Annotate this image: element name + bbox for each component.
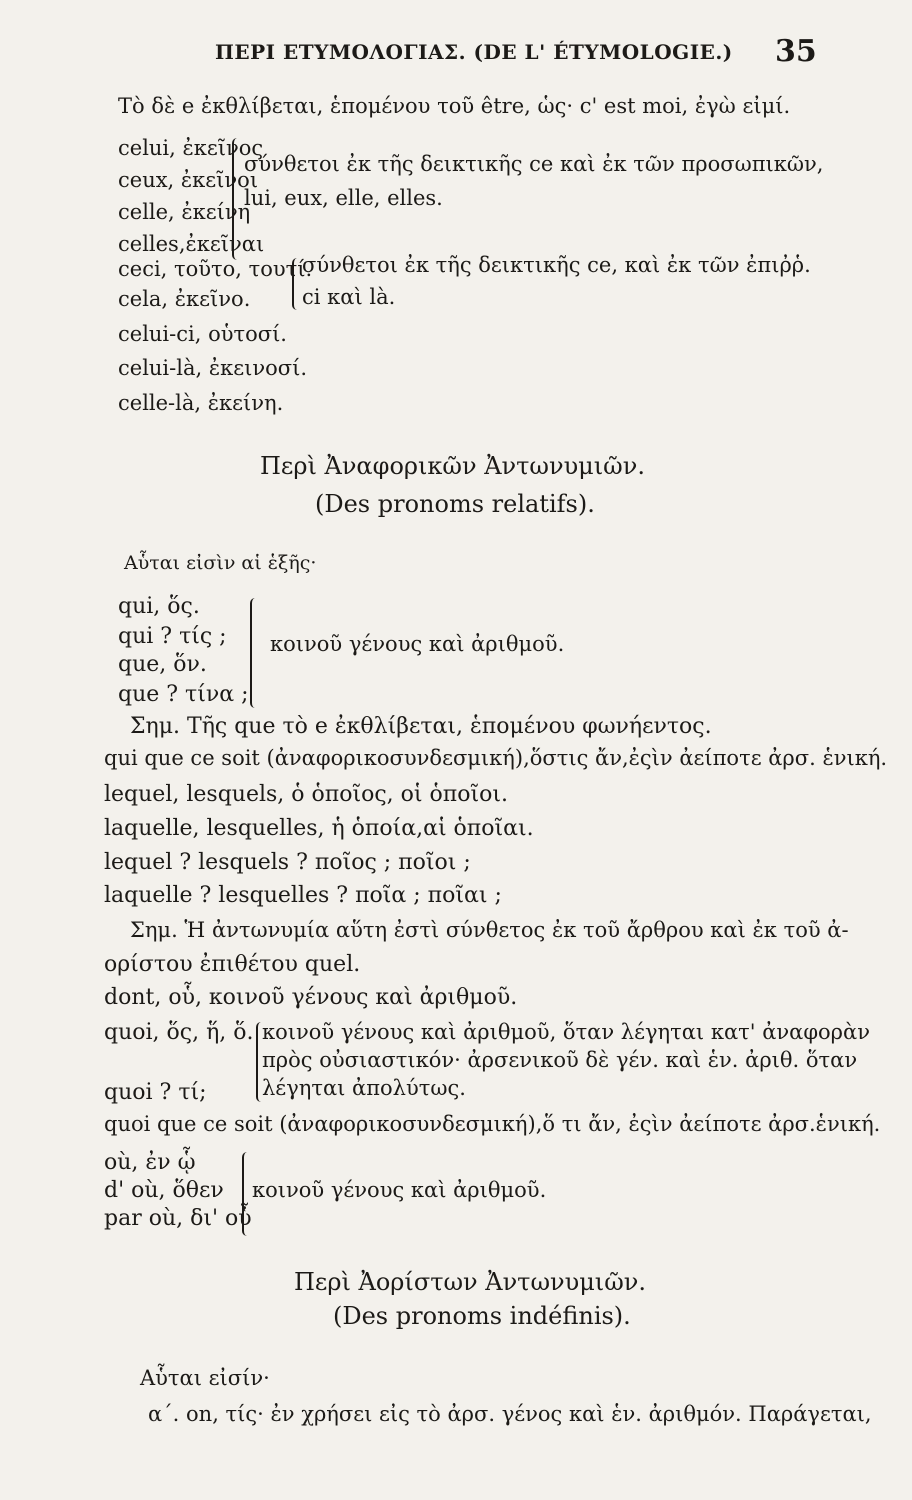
text-line: lequel, lesquels, ὁ ὁποῖος, οἱ ὁποῖοι. [104, 782, 508, 807]
grouping-brace [242, 1152, 252, 1236]
pronoun-item: où, ἐν ᾧ [104, 1150, 196, 1175]
running-header: ΠΕΡΙ ΕΤΥΜΟΛΟΓΙΑΣ. (DE L' ÉTYMOLOGIE.) [215, 40, 733, 64]
section-title-greek: Περὶ Ἀναφορικῶν Ἀντωνυμιῶν. [260, 452, 645, 480]
text-line: lequel ? lesquels ? ποῖος ; ποῖοι ; [104, 850, 471, 875]
demonstrative-item: cela, ἐκεῖνο. [118, 287, 251, 311]
text-line: Σημ. Τῆς que τὸ e ἐκθλίβεται, ἑπομένου φωνήεντος. [130, 714, 712, 739]
intro-line: Τὸ δὲ e ἐκθλίβεται, ἑπομένου τοῦ être, ὡς· c' est moi, ἐγὼ εἰμί. [118, 94, 791, 118]
pronoun-item: quoi ? τί; [104, 1080, 207, 1105]
pronoun-item: que ? τίνα ; [118, 682, 249, 707]
group-note: κοινοῦ γένους καὶ ἀριθμοῦ. [270, 632, 565, 656]
demonstrative-item: celle-là, ἐκείνη. [118, 391, 284, 415]
section-intro: Αὗται εἰσίν· [140, 1366, 270, 1390]
demonstrative-item: ceux, ἐκεῖνοι [118, 168, 259, 192]
pronoun-item: par où, δι' οὗ [104, 1206, 252, 1231]
text-line: ορίστου ἐπιθέτου quel. [104, 952, 361, 977]
grouping-brace [250, 598, 260, 708]
demonstrative-item: ceci, τοῦτο, τουτί. [118, 257, 313, 281]
demonstrative-item: celles,ἐκεῖναι [118, 232, 265, 256]
section-title-french: (Des pronoms indéfinis). [333, 1302, 631, 1330]
text-line: dont, οὗ, κοινοῦ γένους καὶ ἀριθμοῦ. [104, 985, 518, 1010]
text-line: laquelle, lesquelles, ἡ ὁποία,αἱ ὁποῖαι. [104, 816, 534, 841]
section-intro: Αὗται εἰσὶν αἱ ἑξῆς· [124, 552, 317, 574]
demonstrative-item: celui-là, ἐκεινοσί. [118, 356, 307, 380]
pronoun-item: quoi, ὅς, ἥ, ὅ. [104, 1020, 254, 1045]
text-line: α΄. on, τίς· ἐν χρήσει εἰς τὸ ἀρσ. γένος καὶ ἑν. ἀριθμόν. Παράγεται, [148, 1402, 872, 1426]
group-note: κοινοῦ γένους καὶ ἀριθμοῦ, ὅταν λέγηται κατ' ἀναφορὰν [262, 1020, 870, 1044]
text-line: laquelle ? lesquelles ? ποῖα ; ποῖαι ; [104, 883, 502, 908]
pronoun-item: d' où, ὅθεν [104, 1178, 224, 1203]
pronoun-item: qui, ὅς. [118, 594, 200, 619]
group-note: πρὸς οὐσιαστικόν· ἀρσενικοῦ δὲ γέν. καὶ ἑν. ἀριθ. ὅταν [262, 1048, 858, 1072]
text-line: Σημ. Ἡ ἀντωνυμία αὕτη ἐστὶ σύνθετος ἐκ τοῦ ἄρθρου καὶ ἐκ τοῦ ἀ- [130, 918, 849, 942]
group-note: λέγηται ἀπολύτως. [262, 1076, 466, 1100]
grouping-brace [232, 138, 242, 260]
page-number: 35 [775, 34, 817, 69]
group-note: σύνθετοι ἐκ τῆς δεικτικῆς ce καὶ ἐκ τῶν προσωπικῶν, [244, 152, 824, 176]
demonstrative-item: celui, ἐκεῖνος [118, 136, 264, 160]
group-note: ci καὶ là. [302, 285, 396, 309]
pronoun-item: que, ὅν. [118, 652, 207, 677]
group-note: κοινοῦ γένους καὶ ἀριθμοῦ. [252, 1178, 547, 1202]
group-note: σύνθετοι ἐκ τῆς δεικτικῆς ce, καὶ ἐκ τῶν ἐπιῤῥ. [302, 253, 811, 277]
text-line: quoi que ce soit (ἀναφορικοσυνδεσμική),ὅ τι ἄν, ἐςὶν ἀείποτε ἀρσ.ἑνική. [104, 1112, 881, 1136]
demonstrative-item: celle, ἐκείνη [118, 200, 251, 224]
grouping-brace [292, 258, 302, 310]
section-title-french: (Des pronoms relatifs). [315, 490, 595, 518]
text-line: qui que ce soit (ἀναφορικοσυνδεσμική),ὅστις ἄν,ἐςὶν ἀείποτε ἀρσ. ἑνική. [104, 746, 888, 770]
demonstrative-item: celui-ci, οὑτοσί. [118, 322, 287, 346]
pronoun-item: qui ? τίς ; [118, 624, 227, 649]
section-title-greek: Περὶ Ἀορίστων Ἀντωνυμιῶν. [294, 1268, 647, 1296]
group-note: lui, eux, elle, elles. [244, 186, 443, 210]
